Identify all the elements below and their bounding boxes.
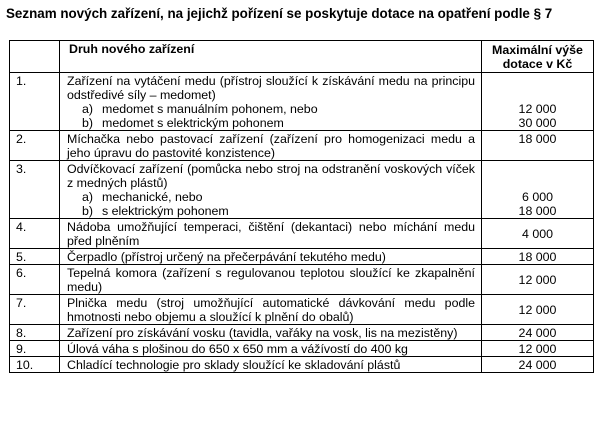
table-row [10,357,594,373]
subsidy-table [9,40,594,373]
sub-item-text: s elektrickým pohonem [102,204,229,218]
row-amount: 18 000 [482,249,594,265]
row-number: 9. [10,341,60,357]
sub-item [67,102,475,116]
row-amount: 4 000 [482,219,594,249]
row-amount: 12 000 [482,341,594,357]
header-number-cell [10,41,60,73]
row-description-text: Zařízení na vytáčení medu (přístroj sloužící k získávání medu na principu odstředivé síly – medomet) [67,74,475,102]
sub-item [67,190,475,204]
sub-item-amount: 12 000 [518,102,557,116]
table-row [10,161,594,219]
row-description: Chladící technologie pro sklady sloužící ke skladování plástů [60,357,482,373]
row-description: Čerpadlo (přístroj určený na přečerpávání tekutého medu) [60,249,482,265]
row-amount: 18 000 [482,131,594,161]
row-amount: 12 000 [482,295,594,325]
table-row [10,341,594,357]
table-row [10,73,594,131]
sub-item [67,204,475,218]
sub-item-amount: 18 000 [518,204,557,218]
sub-item-text: medomet s manuálním pohonem, nebo [102,102,318,116]
row-description: Tepelná komora (zařízení s regulovanou teplotou sloužící ke zkapalnění medu) [60,265,482,295]
row-amount: 12 000 [482,265,594,295]
header-name-cell: Druh nového zařízení [60,41,482,73]
row-number: 3. [10,161,60,219]
sub-item-text: medomet s elektrickým pohonem [102,116,284,130]
table-row [10,295,594,325]
row-number: 4. [10,219,60,249]
row-number: 7. [10,295,60,325]
sub-item-amount: 30 000 [518,116,557,130]
row-description-text: Odvíčkovací zařízení (pomůcka nebo stroj na odstranění voskových víček z medných plástů) [67,162,475,190]
row-amount [482,73,594,131]
row-description: Úlová váha s plošinou do 650 x 650 mm a vážívostí do 400 kg [60,341,482,357]
row-description: Nádoba umožňující temperaci, čištění (dekantaci) nebo míchání medu před plněním [60,219,482,249]
row-description [60,73,482,131]
row-description: Plnička medu (stroj umožňující automatické dávkování medu podle hmotnosti nebo objemu a sloužící k plnění do obalů) [60,295,482,325]
row-description: Zařízení pro získávání vosku (tavidla, vařáky na vosk, lis na mezistěny) [60,325,482,341]
table-body [10,73,594,373]
sub-item-text: mechanické, nebo [102,190,203,204]
sub-item-letter: a) [82,102,94,116]
page-title: Seznam nových zařízení, na jejichž pořízení se poskytuje dotace na opatření podle § 7 [6,6,553,21]
table-row [10,249,594,265]
row-description [60,161,482,219]
table-row [10,219,594,249]
row-number: 5. [10,249,60,265]
row-number: 8. [10,325,60,341]
sub-item-letter: a) [82,190,94,204]
row-number: 2. [10,131,60,161]
sub-item-letter: b) [82,116,94,130]
sub-item-amount: 6 000 [521,190,553,204]
row-number: 10. [10,357,60,373]
row-number: 1. [10,73,60,131]
row-description: Míchačka nebo pastovací zařízení (zařízení pro homogenizaci medu a jeho úpravu do pastovité konzistence) [60,131,482,161]
row-amount: 24 000 [482,357,594,373]
sub-item-letter: b) [82,204,94,218]
sub-item [67,116,475,130]
table-row [10,325,594,341]
table-header-row [10,41,594,73]
row-amount: 24 000 [482,325,594,341]
row-amount [482,161,594,219]
table-row [10,131,594,161]
header-amount-cell: Maximální výše dotace v Kč [482,41,594,73]
row-number: 6. [10,265,60,295]
table-row [10,265,594,295]
